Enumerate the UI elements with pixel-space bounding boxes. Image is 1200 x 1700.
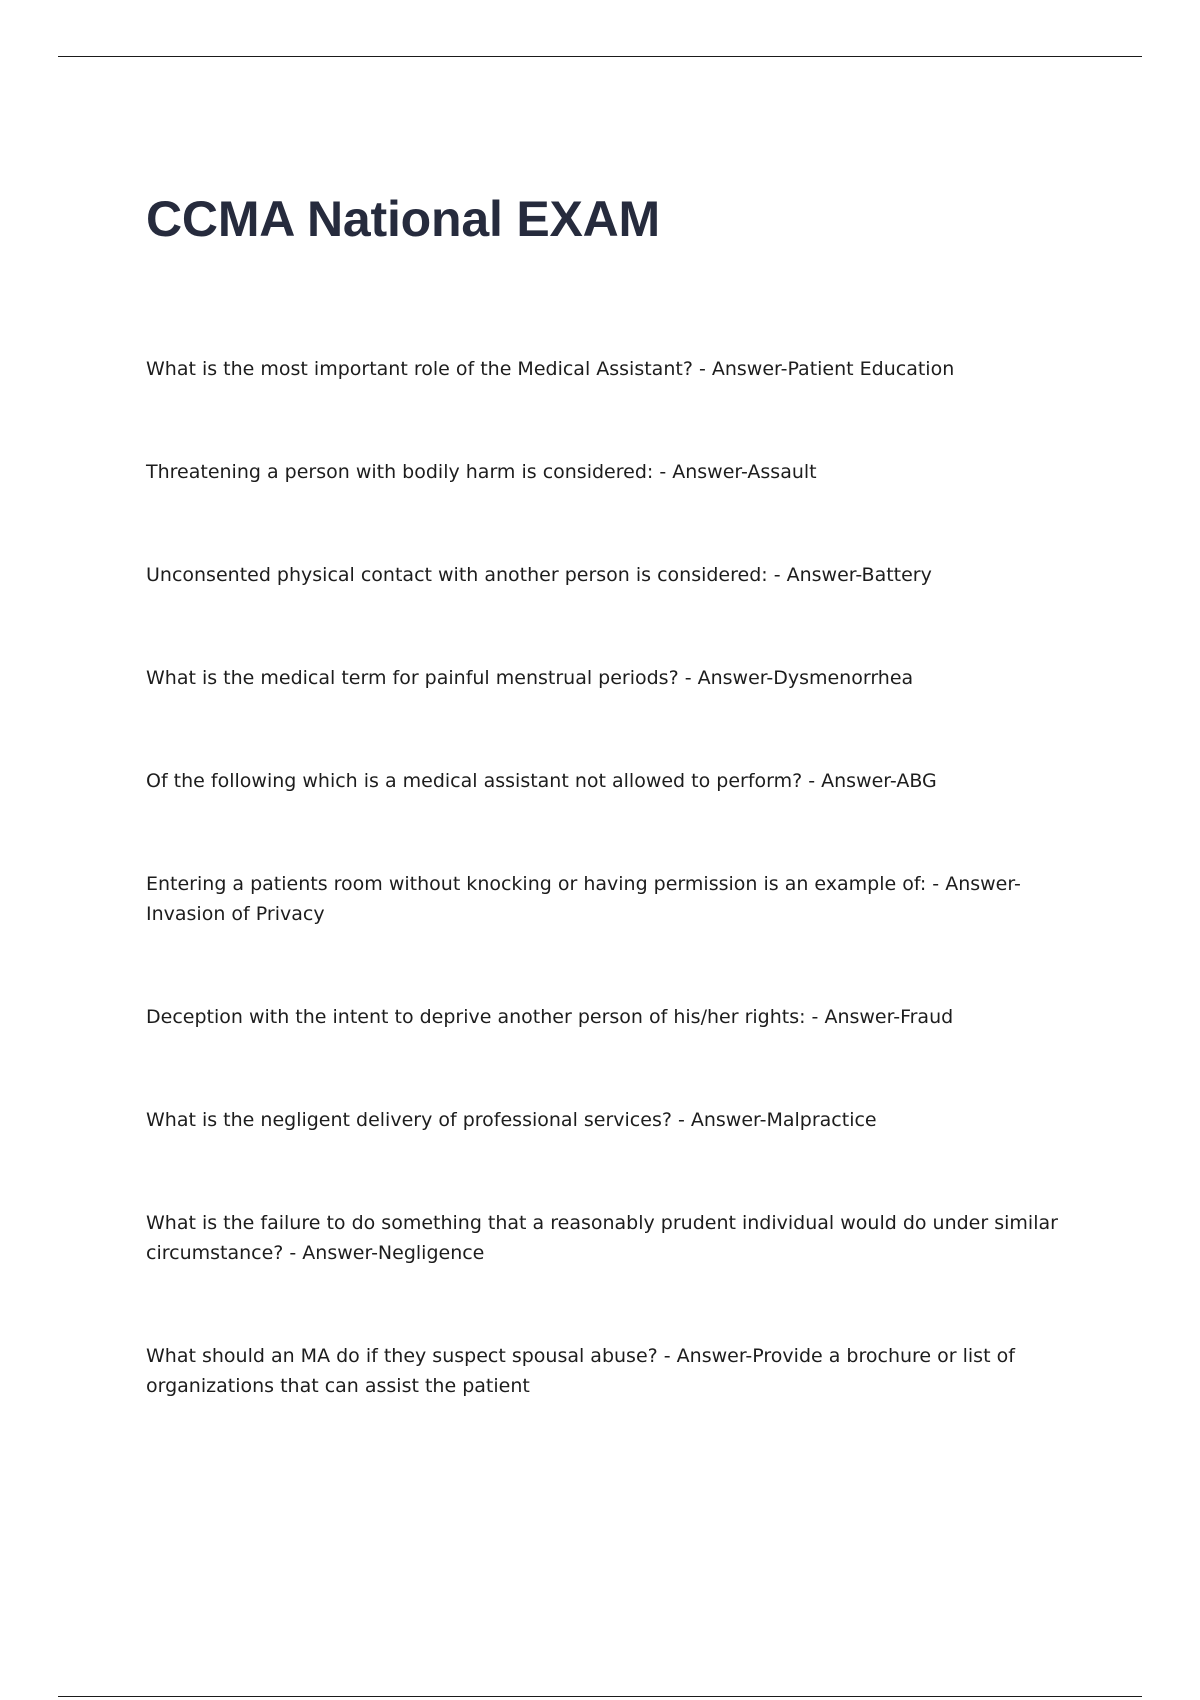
- qa-item-4: What is the medical term for painful menstrual periods? - Answer-Dysmenorrhea: [146, 667, 914, 689]
- qa-item-5: Of the following which is a medical assistant not allowed to perform? - Answer-ABG: [146, 770, 937, 792]
- qa-item-8: What is the negligent delivery of professional services? - Answer-Malpractice: [146, 1109, 877, 1131]
- qa-item-3: Unconsented physical contact with another person is considered: - Answer-Battery: [146, 564, 932, 586]
- question-answer-list: [146, 354, 1086, 1401]
- qa-item-9: What is the failure to do something that a reasonably prudent individual would do under similar circumstance? - Answer-Negligence: [146, 1212, 1058, 1264]
- qa-item-2: Threatening a person with bodily harm is considered: - Answer-Assault: [146, 461, 817, 483]
- qa-item-7: Deception with the intent to deprive another person of his/her rights: - Answer-Fraud: [146, 1006, 954, 1028]
- header-divider: [58, 56, 1142, 57]
- qa-item-1: What is the most important role of the Medical Assistant? - Answer-Patient Education: [146, 358, 955, 380]
- document-title: CCMA National EXAM: [146, 191, 661, 247]
- qa-item-10: What should an MA do if they suspect spousal abuse? - Answer-Provide a brochure or list of organizations that can assist the patient: [146, 1345, 1015, 1397]
- footer-divider: [58, 1696, 1142, 1697]
- qa-item-6: Entering a patients room without knocking or having permission is an example of: - Answer-Invasion of Privacy: [146, 873, 1021, 925]
